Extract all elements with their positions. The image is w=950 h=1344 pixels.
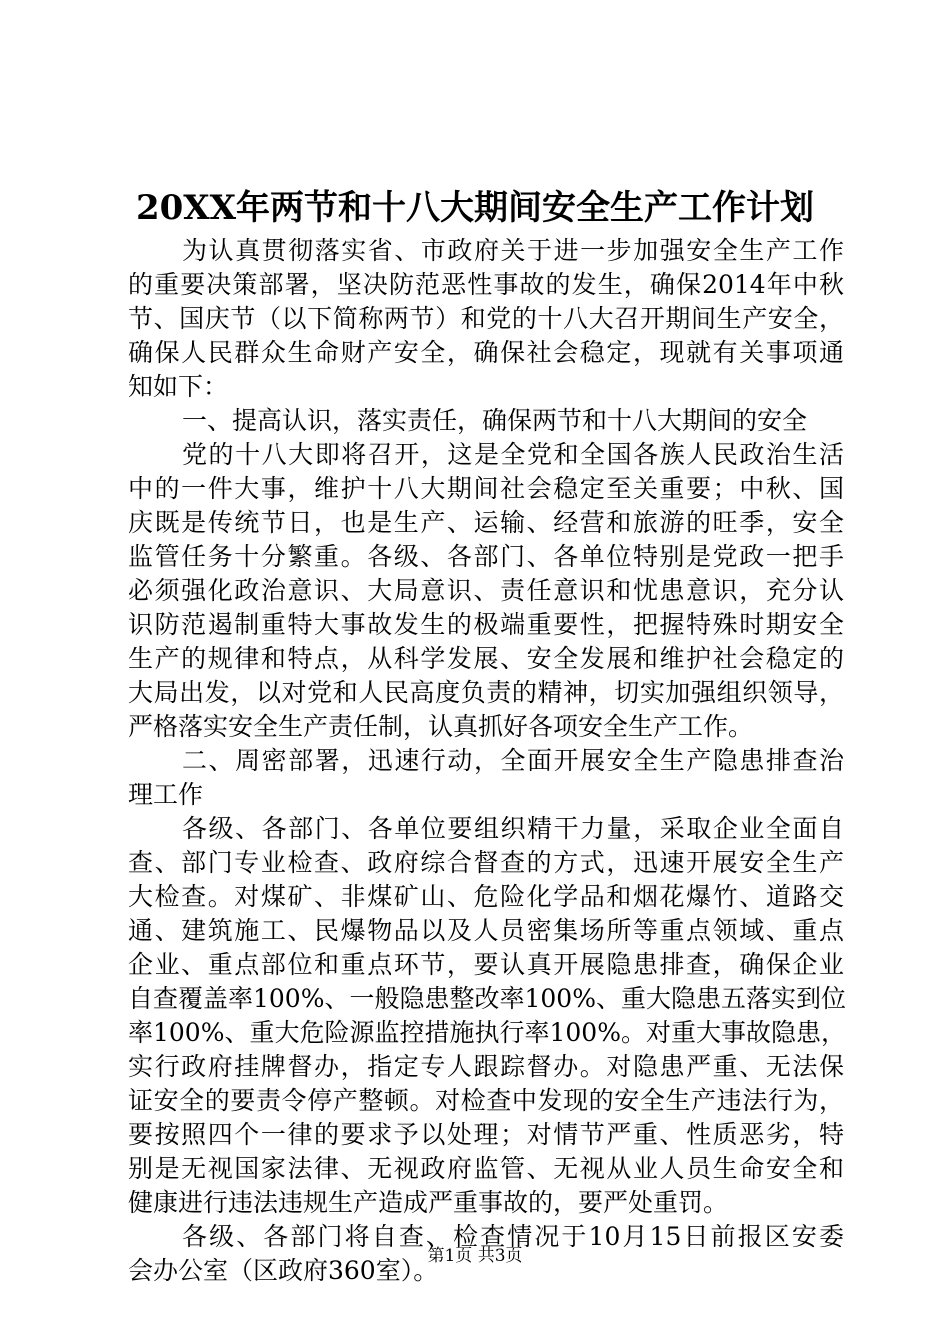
text-line: 庆既是传统节日，也是生产、运输、经营和旅游的旺季，安全	[128, 508, 844, 537]
text-line: 一、提高认识，落实责任，确保两节和十八大期间的安全	[182, 406, 808, 435]
text-line: 为认真贯彻落实省、市政府关于进一步加强安全生产工作	[182, 236, 844, 265]
text-line: 自查覆盖率100%、一般隐患整改率100%、重大隐患五落实到位	[128, 984, 846, 1013]
text-line: 必须强化政治意识、大局意识、责任意识和忧患意识，充分认	[128, 576, 844, 605]
text-line: 企业、重点部位和重点环节，要认真开展隐患排查，确保企业	[128, 950, 844, 979]
text-line: 生产的规律和特点，从科学发展、安全发展和维护社会稳定的	[128, 644, 844, 673]
text-line: 大局出发，以对党和人民高度负责的精神，切实加强组织领导，	[128, 678, 844, 707]
text-line: 识防范遏制重特大事故发生的极端重要性，把握特殊时期安全	[128, 610, 844, 639]
text-line: 率100%、重大危险源监控措施执行率100%。对重大事故隐患，	[128, 1018, 846, 1047]
text-line: 证安全的要责令停产整顿。对检查中发现的安全生产违法行为，	[128, 1086, 844, 1115]
page-footer: 第1页 共3页	[427, 1246, 523, 1266]
text-line: 知如下：	[128, 372, 229, 401]
text-line: 二、周密部署，迅速行动，全面开展安全生产隐患排查治	[182, 746, 844, 775]
text-line: 健康进行违法违规生产造成严重事故的，要严处重罚。	[128, 1188, 729, 1217]
text-line: 各级、各部门、各单位要组织精干力量，采取企业全面自	[182, 814, 844, 843]
document-body	[128, 234, 844, 1288]
document-title: 20XX年两节和十八大期间安全生产工作计划	[135, 188, 815, 228]
text-line: 理工作	[128, 780, 204, 809]
text-line: 严格落实安全生产责任制，认真抓好各项安全生产工作。	[128, 712, 754, 741]
text-line: 会办公室（区政府360室）。	[128, 1256, 439, 1285]
text-line: 实行政府挂牌督办，指定专人跟踪督办。对隐患严重、无法保	[128, 1052, 844, 1081]
text-line: 大检查。对煤矿、非煤矿山、危险化学品和烟花爆竹、道路交	[128, 882, 844, 911]
text-line: 中的一件大事，维护十八大期间社会稳定至关重要；中秋、国	[128, 474, 844, 503]
text-line: 通、建筑施工、民爆物品以及人员密集场所等重点领域、重点	[128, 916, 844, 945]
text-line: 查、部门专业检查、政府综合督查的方式，迅速开展安全生产	[128, 848, 844, 877]
text-line: 确保人民群众生命财产安全，确保社会稳定，现就有关事项通	[128, 338, 844, 367]
text-line: 别是无视国家法律、无视政府监管、无视从业人员生命安全和	[128, 1154, 844, 1183]
text-line: 监管任务十分繁重。各级、各部门、各单位特别是党政一把手	[128, 542, 844, 571]
text-line: 要按照四个一律的要求予以处理；对情节严重、性质恶劣，特	[128, 1120, 844, 1149]
text-line: 的重要决策部署，坚决防范恶性事故的发生，确保2014年中秋	[128, 270, 844, 299]
text-line: 各级、各部门将自查、检查情况于10月15日前报区安委	[182, 1222, 844, 1251]
text-line: 节、国庆节（以下简称两节）和党的十八大召开期间生产安全，	[128, 304, 844, 333]
text-line: 党的十八大即将召开，这是全党和全国各族人民政治生活	[182, 440, 844, 469]
